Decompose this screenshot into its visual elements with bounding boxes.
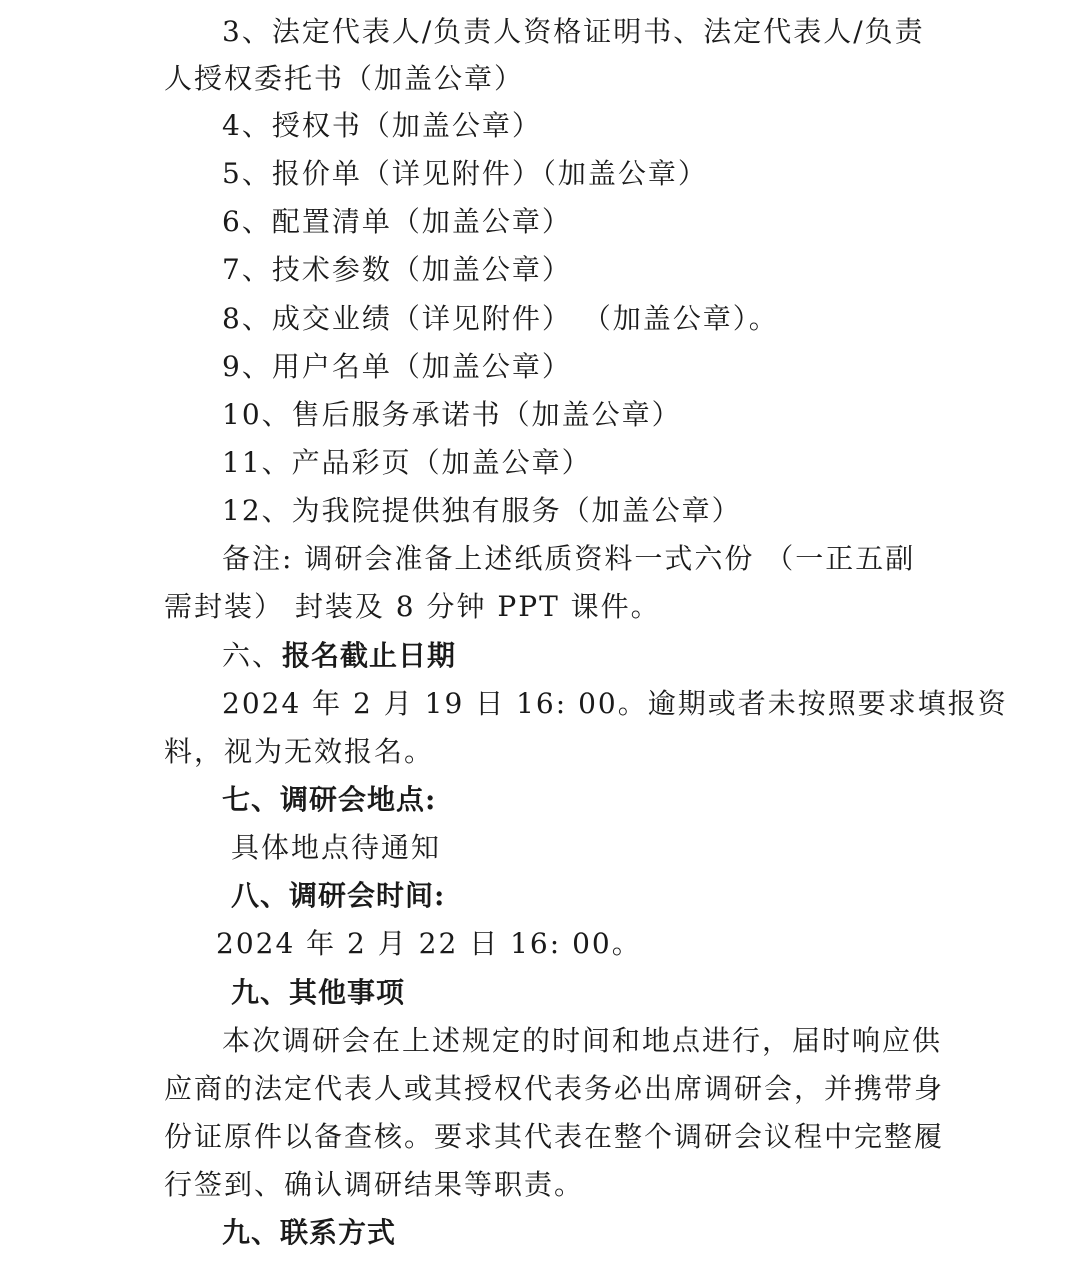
deadline-heading-title: 报名截止日期 <box>282 639 457 672</box>
list-item-7: 7、技术参数（加盖公章） <box>222 253 572 286</box>
deadline-text-line1: 2024 年 2 月 19 日 16: 00。逾期或者未按照要求填报资 <box>222 687 1008 720</box>
list-item-8: 8、成交业绩（详见附件） （加盖公章）。 <box>222 302 779 335</box>
other-heading: 九、其他事项 <box>231 976 406 1009</box>
other-text-line3: 份证原件以备查核。要求其代表在整个调研会议程中完整履 <box>164 1120 945 1153</box>
list-item-5: 5、报价单（详见附件）（加盖公章） <box>222 157 708 190</box>
list-item-3-line2: 人授权委托书（加盖公章） <box>164 62 525 95</box>
list-item-12: 12、为我院提供独有服务（加盖公章） <box>222 494 742 527</box>
list-item-9: 9、用户名单（加盖公章） <box>222 350 572 383</box>
list-item-6: 6、配置清单（加盖公章） <box>222 205 572 238</box>
deadline-text-line2: 料，视为无效报名。 <box>164 735 435 768</box>
list-item-10: 10、售后服务承诺书（加盖公章） <box>222 398 682 431</box>
note-line2: 需封装） 封装及 8 分钟 PPT 课件。 <box>164 590 661 623</box>
list-item-4: 4、授权书（加盖公章） <box>222 109 542 142</box>
deadline-heading-prefix: 六、 <box>222 639 283 672</box>
other-text-line2: 应商的法定代表人或其授权代表务必出席调研会，并携带身 <box>164 1072 945 1105</box>
time-heading: 八、调研会时间: <box>231 879 446 912</box>
location-heading: 七、调研会地点: <box>222 783 437 816</box>
location-text: 具体地点待通知 <box>231 831 442 864</box>
note-line1: 备注: 调研会准备上述纸质资料一式六份 （一正五副 <box>222 542 916 575</box>
time-text: 2024 年 2 月 22 日 16: 00。 <box>216 927 642 960</box>
list-item-3-line1: 3、法定代表人/负责人资格证明书、法定代表人/负责 <box>222 15 925 48</box>
list-item-11: 11、产品彩页（加盖公章） <box>222 446 592 479</box>
other-text-line1: 本次调研会在上述规定的时间和地点进行，届时响应供 <box>222 1024 943 1057</box>
contact-heading: 九、联系方式 <box>222 1216 397 1249</box>
other-text-line4: 行签到、确认调研结果等职责。 <box>164 1168 585 1201</box>
deadline-heading <box>222 636 456 676</box>
